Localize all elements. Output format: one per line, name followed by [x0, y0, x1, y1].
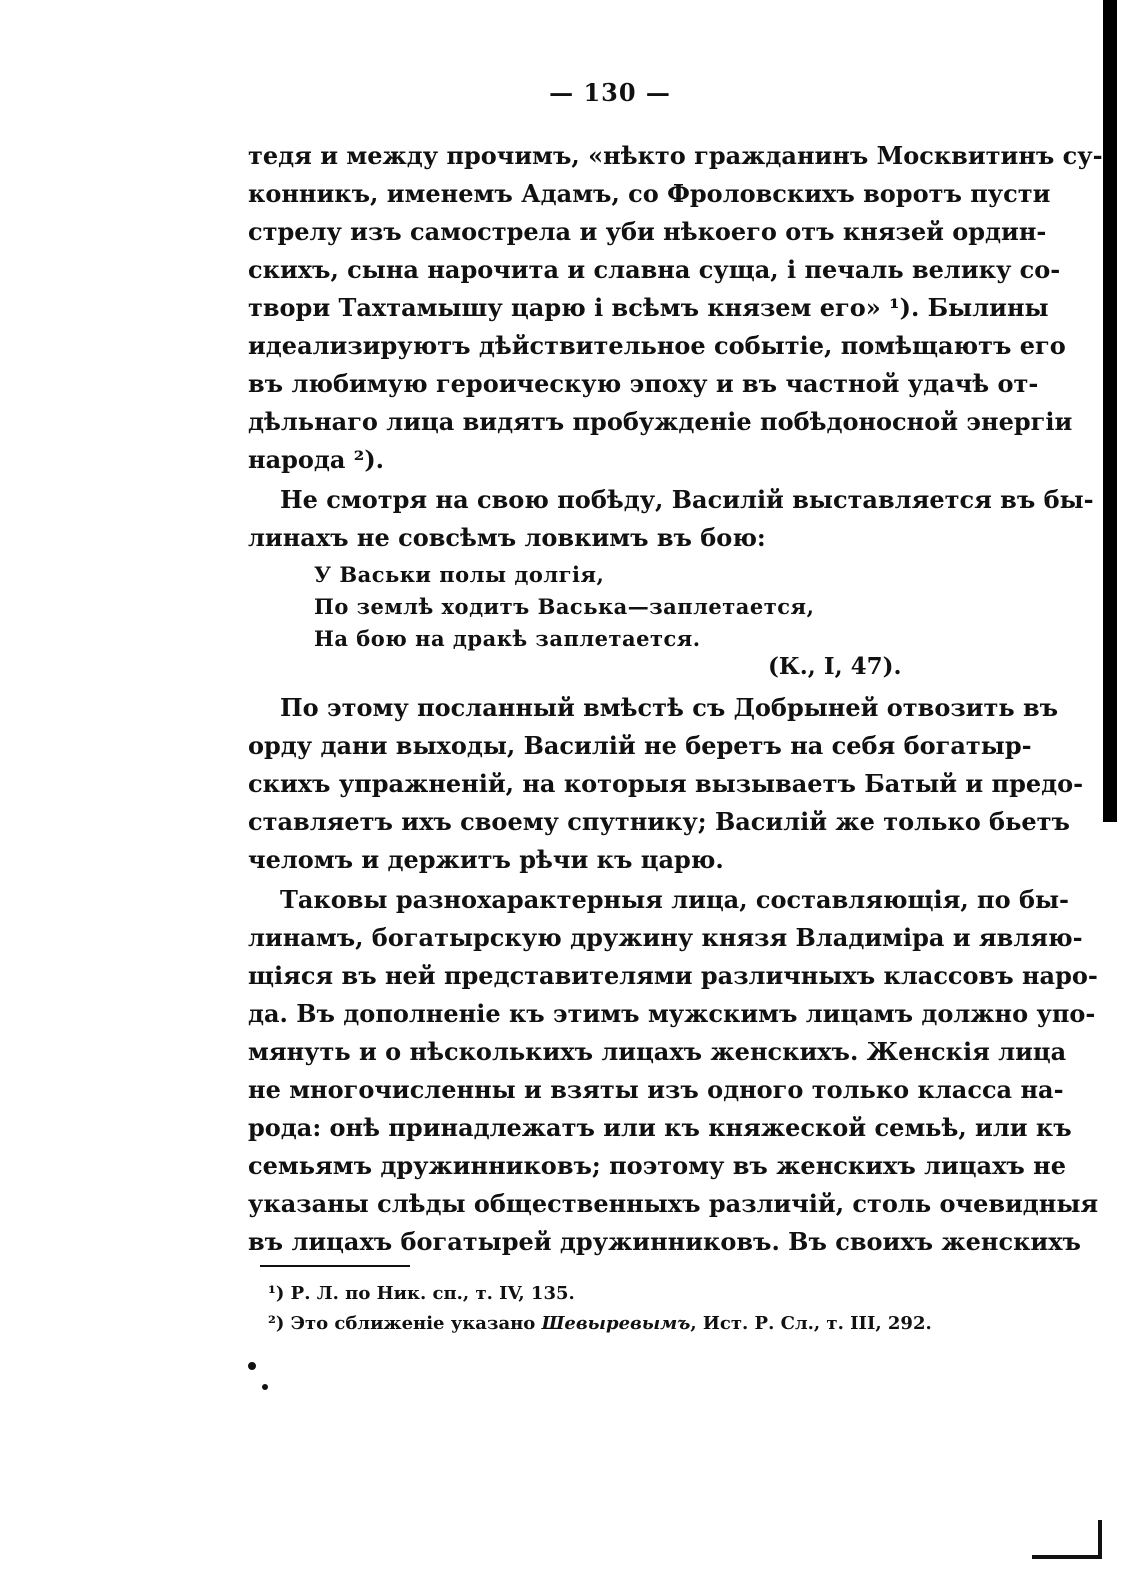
text-line: въ лицахъ богатырей дружинниковъ. Въ своихъ женскихъ — [248, 1227, 1081, 1256]
footnote-2-suffix: , Ист. Р. Сл., т. III, 292. — [690, 1313, 932, 1334]
text-line: По этому посланный вмѣстѣ съ Добрыней отвозить въ — [280, 693, 1059, 722]
footnote-2-prefix: ²) Это сближеніе указано — [268, 1313, 542, 1334]
footnote-2-author: Шевыревымъ — [541, 1313, 691, 1334]
text-line: идеализируютъ дѣйствительное событіе, помѣщаютъ его — [248, 331, 1066, 360]
scan-corner-mark — [1032, 1555, 1102, 1559]
scan-corner-stub — [1098, 1520, 1102, 1559]
text-line: семьямъ дружинниковъ; поэтому въ женскихъ лицахъ не — [248, 1151, 1066, 1180]
text-line: не многочисленны и взяты изъ одного только класса на- — [248, 1075, 1064, 1104]
text-line: конникъ, именемъ Адамъ, со Фроловскихъ воротъ пусти — [248, 179, 1051, 208]
text-line: да. Въ дополненіе къ этимъ мужскимъ лицамъ должно упо- — [248, 999, 1096, 1028]
text-line: Таковы разнохарактерныя лица, составляющія, по бы- — [280, 885, 1070, 914]
text-line: ставляетъ ихъ своему спутнику; Василій же только бьетъ — [248, 807, 1070, 836]
verse-line: У Васьки полы долгія, — [314, 562, 605, 587]
text-line: рода: онѣ принадлежатъ или къ княжеской семьѣ, или къ — [248, 1113, 1072, 1142]
scan-edge-bar — [1103, 0, 1117, 822]
footnote-2 — [268, 1310, 932, 1338]
text-line: линахъ не совсѣмъ ловкимъ въ бою: — [248, 523, 766, 552]
text-line: тедя и между прочимъ, «нѣкто гражданинъ Москвитинъ су- — [248, 141, 1103, 170]
text-line: указаны слѣды общественныхъ различій, столь очевидныя — [248, 1189, 1099, 1218]
scan-speck — [248, 1362, 256, 1370]
text-line: въ любимую героическую эпоху и въ частной удачѣ от- — [248, 369, 1039, 398]
page-number: — 130 — — [549, 78, 671, 107]
footnote-1: ¹) Р. Л. по Ник. сп., т. IV, 135. — [268, 1283, 575, 1304]
text-line: дѣльнаго лица видятъ пробужденіе побѣдоносной энергіи — [248, 407, 1073, 436]
text-line: челомъ и держитъ рѣчи къ царю. — [248, 845, 724, 874]
text-line: орду дани выходы, Василій не беретъ на себя богатыр- — [248, 731, 1032, 760]
verse-line: На бою на дракѣ заплетается. — [314, 626, 701, 651]
text-line: мянуть и о нѣсколькихъ лицахъ женскихъ. Женскія лица — [248, 1037, 1067, 1066]
verse-reference: (К., I, 47). — [768, 653, 902, 680]
footnote-rule — [260, 1265, 410, 1267]
verse-line: По землѣ ходитъ Васька—заплетается, — [314, 594, 815, 619]
text-line: стрелу изъ самострела и уби нѣкоего отъ князей ордин- — [248, 217, 1047, 246]
text-line: Не смотря на свою побѣду, Василій выставляется въ бы- — [280, 485, 1094, 514]
text-line: линамъ, богатырскую дружину князя Владиміра и являю- — [248, 923, 1083, 952]
text-line: твори Тахтамышу царю і всѣмъ князем его» ¹). Былины — [248, 293, 1049, 322]
text-line: щіяся въ ней представителями различныхъ классовъ наро- — [248, 961, 1098, 990]
scan-speck — [262, 1384, 268, 1390]
text-line: скихъ, сына нарочита и славна суща, і печаль велику со- — [248, 255, 1061, 284]
text-line: народа ²). — [248, 445, 385, 474]
text-line: скихъ упражненій, на которыя вызываетъ Батый и предо- — [248, 769, 1084, 798]
